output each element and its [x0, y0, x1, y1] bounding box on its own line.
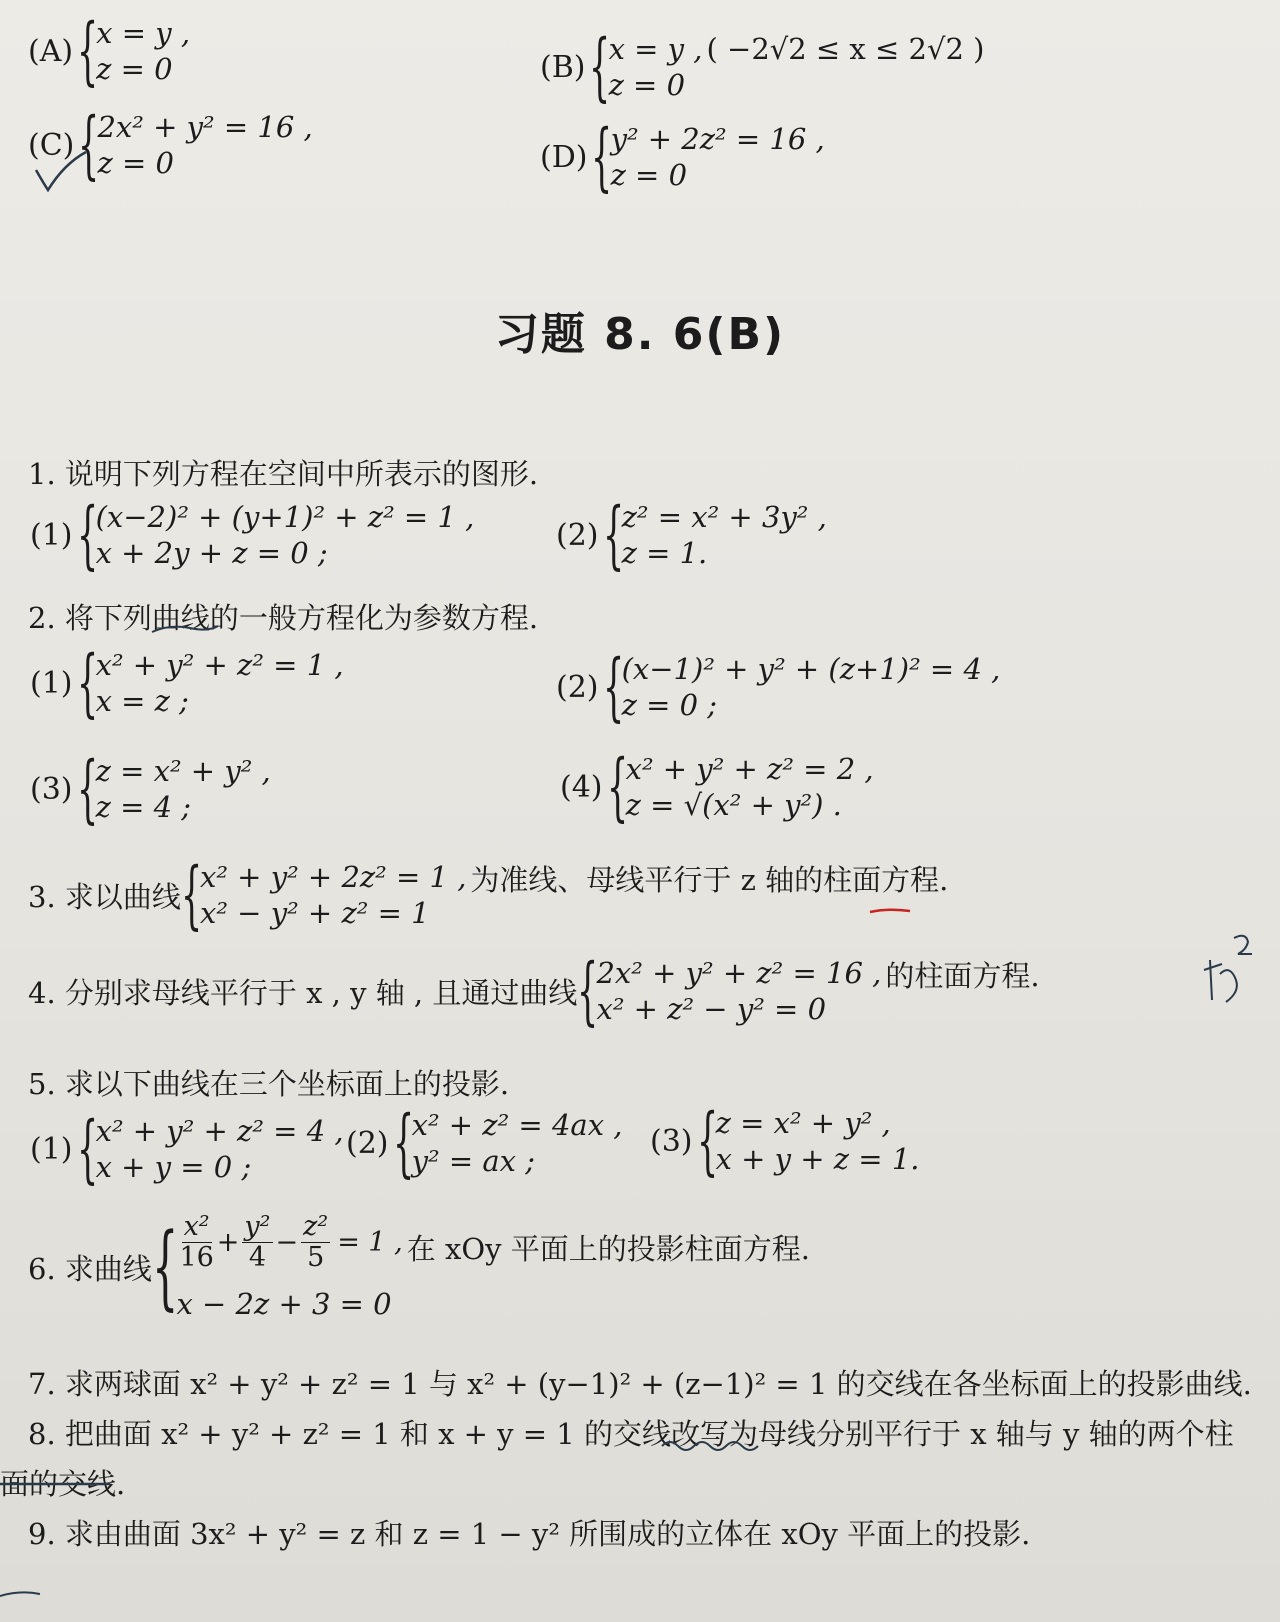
equation: y² = ax ; [411, 1144, 535, 1178]
problem-6-suffix: 在 xOy 平面上的投影柱面方程. [406, 1231, 810, 1266]
equation: z = x² + y² , [715, 1105, 891, 1140]
equation-system [96, 1113, 344, 1186]
brace: { [577, 948, 599, 1034]
problem-4-suffix: 的柱面方程. [885, 958, 1040, 993]
part-label: (2) [556, 669, 599, 705]
equation: x² + z² − y² = 0 [596, 992, 827, 1026]
brace: { [78, 102, 100, 188]
part-label: (3) [650, 1123, 693, 1159]
fraction: $\frac{\text{y²}}{4}$ [244, 1211, 271, 1273]
choice-b-range: ( −2√2 ≤ x ≤ 2√2 ) [706, 32, 985, 66]
problem-5-part-2 [346, 1100, 623, 1186]
problem-6-prefix: 6. 求曲线 [28, 1251, 152, 1286]
strike-mark [0, 1478, 112, 1490]
equation: x + y + z = 1. [715, 1142, 920, 1176]
problem-5-part-1 [30, 1106, 344, 1192]
equation: z = 0 ; [621, 688, 718, 722]
equation-system [200, 859, 466, 932]
equation: (x−2)² + (y+1)² + z² = 1 , [95, 499, 475, 534]
brace: { [602, 644, 624, 730]
equation: x − 2z + 3 = 0 [176, 1287, 392, 1322]
choice-d-label: (D) [540, 139, 588, 175]
brace: { [76, 640, 98, 726]
equation: x² + y² + z² = 1 , [95, 647, 344, 682]
choice-b-label: (B) [540, 49, 586, 85]
problem-7: 7. 求两球面 x² + y² + z² = 1 与 x² + (y−1)² + (z−1)² = 1 的交线在各坐标面上的投影曲线. [28, 1367, 1252, 1401]
problem-3 [28, 852, 949, 938]
equation: (x−1)² + y² + (z+1)² = 4 , [621, 651, 1001, 686]
equation: z = 4 ; [95, 790, 192, 824]
brace: { [77, 8, 99, 94]
problem-5-part-3 [650, 1098, 920, 1184]
problem-4-prefix: 4. 分别求母线平行于 x , y 轴 , 且通过曲线 [28, 975, 578, 1010]
equation-system [626, 751, 874, 824]
equation: x² + z² = 4ax , [411, 1107, 623, 1142]
part-label: (2) [556, 517, 599, 553]
part-label: (4) [560, 769, 603, 805]
fraction: $\frac{\text{x²}}{16}$ [179, 1211, 214, 1273]
equation: x² + y² + 2z² = 1 , [199, 859, 467, 894]
brace: { [602, 492, 624, 578]
equation-system [596, 955, 881, 1028]
choice-a-system [96, 15, 190, 88]
equation: z = 0 [610, 158, 688, 192]
equation: y² + 2z² = 16 , [610, 121, 825, 156]
equation: z = 1. [621, 536, 708, 570]
problem-9: 9. 求由曲面 3x² + y² = z 和 z = 1 − y² 所围成的立体在 xOy 平面上的投影. [28, 1517, 1031, 1551]
equation-system [622, 651, 1001, 724]
brace: { [392, 1100, 414, 1186]
problem-8-line-1: 8. 把曲面 x² + y² + z² = 1 和 x + y = 1 的交线改写为母线分别平行于 x 轴与 y 轴的两个柱 [28, 1417, 1234, 1451]
problem-2-part-4 [560, 744, 874, 830]
equation-system [716, 1105, 920, 1178]
equation: x + y = 0 ; [95, 1150, 252, 1184]
equation: 2x² + y² + z² = 16 , [596, 955, 882, 990]
equation: z = √(x² + y²) . [625, 788, 842, 822]
brace: { [696, 1098, 718, 1184]
equation: x + 2y + z = 0 ; [95, 536, 328, 570]
equation: $\frac{\text{x²}}{16}$ + $\frac{\text{y²}}{4}$ − $\frac{\text{z²}}{5}$ = 1 , [179, 1211, 403, 1273]
equation-system [176, 1212, 402, 1323]
equation: 2x² + y² = 16 , [97, 109, 313, 144]
equation-system [412, 1107, 623, 1180]
choice-b [540, 24, 985, 110]
brace: { [151, 1213, 179, 1321]
problem-2-stem: 2. 将下列曲线的一般方程化为参数方程. [28, 601, 539, 635]
equation-system [96, 499, 475, 572]
equation: x² − y² + z² = 1 [199, 896, 430, 930]
problem-1-stem: 1. 说明下列方程在空间中所表示的图形. [28, 457, 539, 491]
problem-1-part-1 [30, 492, 475, 578]
choice-c-label: (C) [28, 127, 75, 163]
equation: z² = x² + 3y² , [621, 499, 827, 534]
underline-mark [150, 622, 220, 636]
problem-2-part-2 [556, 644, 1001, 730]
problem-4 [28, 948, 1040, 1034]
section-title: 习题 8. 6(B) [494, 309, 786, 360]
choice-a [28, 8, 191, 94]
choice-a-label: (A) [28, 33, 74, 69]
brace: { [180, 852, 203, 938]
problem-6 [28, 1212, 810, 1323]
brace: { [606, 744, 628, 830]
problem-1-part-2 [556, 492, 827, 578]
margin-scribble-icon [1196, 930, 1256, 1020]
brace: { [591, 114, 613, 200]
choice-c-system [97, 109, 312, 182]
problem-5-stem: 5. 求以下曲线在三个坐标面上的投影. [28, 1067, 510, 1101]
part-label: (1) [30, 517, 73, 553]
choice-b-system [609, 31, 703, 104]
equation-system [96, 753, 271, 826]
pen-stroke-mark [0, 1586, 44, 1600]
part-label: (1) [30, 1131, 73, 1167]
equation: z = 0 [97, 146, 174, 180]
brace: { [76, 1106, 98, 1192]
brace: { [76, 746, 98, 832]
red-underline-mark [868, 906, 912, 916]
problem-2-part-1 [30, 640, 344, 726]
part-label: (1) [30, 665, 73, 701]
equation: z = x² + y² , [95, 753, 271, 788]
equation: x² + y² + z² = 2 , [625, 751, 874, 786]
part-label: (2) [346, 1125, 389, 1161]
part-label: (3) [30, 771, 73, 807]
equation: z = 0 [96, 52, 173, 86]
problem-8-line-2: 面的交线. [0, 1467, 126, 1501]
fraction: $\frac{\text{z²}}{5}$ [303, 1211, 329, 1273]
choice-d [540, 114, 825, 200]
choice-d-system [611, 121, 825, 194]
brace: { [76, 492, 98, 578]
wavy-underline-mark [660, 1438, 760, 1454]
equation: x = y , [608, 31, 703, 66]
equation: x = y , [96, 15, 191, 50]
problem-3-prefix: 3. 求以曲线 [28, 879, 181, 914]
brace: { [589, 24, 611, 110]
check-mark-icon [30, 150, 90, 194]
equation: z = 0 [608, 68, 686, 102]
equation-system [622, 499, 827, 572]
problem-2-part-3 [30, 746, 271, 832]
equation: x² + y² + z² = 4 , [95, 1113, 344, 1148]
equation: x = z ; [95, 684, 189, 718]
problem-3-suffix: 为准线、母线平行于 z 轴的柱面方程. [470, 862, 949, 897]
equation-system [96, 647, 344, 720]
